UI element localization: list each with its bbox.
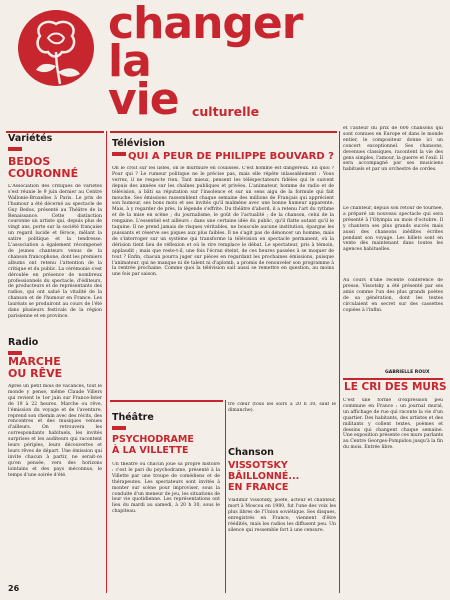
radio-title [8, 356, 62, 380]
theatre-title-line1: PSYCHODRAME [112, 434, 194, 445]
theatre-bar [112, 426, 126, 430]
chanson-title [228, 460, 299, 493]
sidebar-body-2: Le chanteur, depuis son retour de tournée, a préparé un nouveau spectacle qui sera présenté à l'Olympia au mois d'octobre. Il y chantera ses plus grands succès mais aussi des chansons inédites écrites pendant son voyage. Les billets sont en vente dès maintenant dans toutes les agences habituelles. [343, 206, 443, 253]
varietes-title [8, 156, 78, 180]
masthead-line2: la [108, 36, 151, 87]
column-divider-right [339, 131, 340, 593]
column-divider-left [106, 131, 107, 593]
radio-title-line2: OU RÊVE [8, 367, 63, 380]
radio-heading: Radio [8, 337, 39, 348]
varietes-title-line2: COURONNÉ [8, 167, 79, 180]
rose-logo [12, 8, 100, 120]
radio-title-line1: MARCHE [8, 355, 61, 368]
sidebar-rule [343, 378, 443, 380]
television-heading: Télévision [112, 138, 166, 149]
masthead-line3: vie [108, 74, 179, 125]
chanson-heading: Chanson [228, 447, 274, 458]
masthead-line1: changer [108, 0, 303, 49]
television-title: QUI A PEUR DE PHILIPPE BOUVARD ? [128, 151, 334, 162]
varietes-heading: Variétés [8, 133, 53, 144]
masthead-section: culturelle [192, 104, 260, 119]
radio-body: Après un petit mois de vacances, tout le monde y pense, même Claude Villers qui revient le 1er juin sur France-Inter de 19 à 22 heures. Marche ou rêve, l'émission du voyage et de l'aventure, reprend son chemin avec des récits, des rencontres et des musiques venues d'ailleurs. On retrouvera les correspondants habituels, les invités surprises et les auditeurs qui racontent leurs périples, leurs découvertes et leurs rêves de départ. Une émission qui invite chacun à partir, ne serait-ce qu'en pensée, vers des horizons lointains et des pays méconnus, le temps d'une soirée d'été. [8, 384, 102, 478]
varietes-bar [8, 147, 22, 151]
sidebar-body-4: C'est une forme d'expression peu commune en France : un journal mural, un affichage de rue qui raconte la vie d'un quartier. Des habitants, des artistes et des militants y collent textes, poèmes et dessins qui changent chaque semaine. Une exposition présente ces murs parlants au Centre Georges-Pompidou jusqu'à la fin du mois. Entrée libre. [343, 398, 443, 451]
chanson-title-line2: BÂILLONNÉ... [228, 471, 300, 482]
theatre-chanson-divider [225, 400, 226, 593]
chanson-title-line1: VISSOTSKY [228, 460, 288, 471]
chanson-intro: tre cœur (tous les soirs à 20 h 30, sauf le dimanche). [228, 402, 336, 413]
sidebar-author: GABRIELLE ROUX [385, 370, 430, 375]
chanson-body: Vladimir Vissotsky, poète, acteur et chanteur, mort à Moscou en 1980, fut l'une des voix les plus libres de l'Union soviétique. Ses disques, enregistrés en France, viennent d'être réédités, mais les radios les diffusent peu. Un silence qui ressemble fort à une censure. [228, 498, 336, 533]
page-number: 26 [8, 584, 20, 593]
theatre-heading: Théâtre [112, 412, 154, 423]
television-body: On le croit sur les listes, on le murmure en coulisses. C'est homme est dangereux. En quoi ? Pour qui ? Le rumeur politique ne le précise pas, mais elle répète inlassablement : Vous verrez, il ne respecte rien. Tant mieux, pensent les téléspectateurs fidèles qui le suivent depuis des années sur les chaînes publiques et privées. L'animateur, homme de radio et de télévision, a bâti sa réputation sur l'insolence et sur un sens aigu de la formule qui fait mouche. Ses émissions rassemblent chaque semaine des millions de Français qui apprécient son humour, ses bons mots et ses invités qu'il malmène avec une bonne humeur apparente. Mais, à y regarder de près, la légende s'effrite. Du théâtre d'abord, il a retenu l'art du rythme et de la mise en scène ; du journalisme, le goût de l'actualité ; de la chanson, celui de la rengaine. L'essentiel est ailleurs : dans une certaine idée du public, qu'il flatte autant qu'il le taquine. Il ne prend jamais de risques véritables, ne bouscule aucune institution, épargne les puissants et réserve ses piques aux plus faibles. Il ne s'agit pas de dénoncer un homme, mais de s'interroger sur un système qui transforme la télévision en spectacle permanent, où la dérision tient lieu de réflexion et où le rire remplace le débat. Le spectateur, pris à témoin, applaudit ; mais que reste-t-il, une fois l'écran éteint, de ces heures passées à se moquer de tout ? Enfin, chacun pourra juger sur pièces en regardant les prochaines émissions, puisque l'animateur, qui ne manque ni de talent ni d'aplomb, a promis de renouveler son programme à la rentrée prochaine. Comme quoi la télévision sait aussi se remettre en question, au moins une fois par saison. [112, 166, 334, 278]
television-bar [112, 152, 126, 156]
varietes-title-line1: BEDOS [8, 155, 51, 168]
chanson-title-line3: EN FRANCE [228, 482, 289, 493]
theatre-title [112, 434, 194, 456]
theatre-body: Un théâtre où chacun joue sa propre histoire : c'est le pari du psychodrame, présenté à la Villette par une troupe de comédiens et de thérapeutes. Les spectateurs sont invités à monter sur scène pour improviser, sous la conduite d'un meneur de jeu, les situations de leur vie quotidienne. Les représentations ont lieu du mardi au samedi, à 20 h 30, sous le chapiteau. [112, 462, 220, 515]
theatre-rule [110, 400, 223, 402]
varietes-body: L'Association des critiques de variétés s'est réunie le 9 juin dernier au Centre Wallonie-Bruxelles à Paris. Le prix de l'humour a été décerné au spectacle de Guy Bedos, présenté au Théâtre de la Renaissance. Cette distinction couronne un artiste qui, depuis plus de vingt ans, porte sur la société française un regard lucide et féroce, mêlant la satire politique et la tendresse. L'association a également récompensé de jeunes chanteurs venus de la chanson francophone, dont les premiers albums ont retenu l'attention de la critique et du public. La cérémonie s'est déroulée en présence de nombreux professionnels du spectacle, d'éditeurs, de producteurs et de représentants des radios, qui ont salué la vitalité de la chanson et de l'humour en France. Les lauréats se produiront au cours de l'été dans plusieurs festivals de la région parisienne et en province. [8, 184, 102, 319]
television-rule [110, 131, 337, 133]
sidebar-body-3: Au cours d'une récente conférence de presse, Vissotsky a été présenté par ses amis comme l'un des plus grands poètes de sa génération, dont les textes circulaient en secret sur des cassettes copiées à l'infini. [343, 278, 443, 313]
sidebar-body-1: et l'auteur du prix de 600 chansons qui sont connues en Europe et dans le monde entier, le compositeur donne ici un concert exceptionnel. Ses chansons, devenues classiques, racontent la vie des gens simples, l'amour, la guerre et l'exil. Il sera accompagné par ses musiciens habituels et par un orchestre de cordes. [343, 126, 443, 173]
sidebar-title: LE CRI DES MURS [344, 381, 447, 393]
theatre-title-line2: À LA VILLETTE [112, 445, 189, 456]
